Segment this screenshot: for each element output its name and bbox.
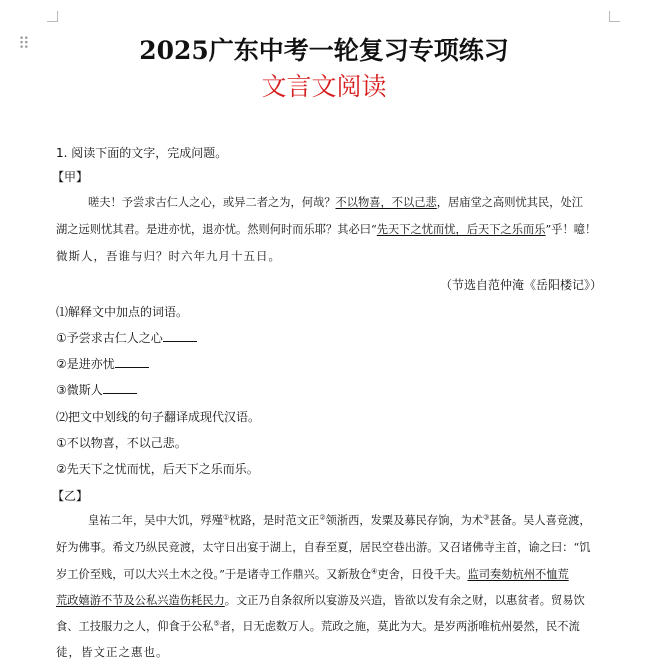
q2-item-2: ②先天下之忧而忧，后天下之乐而乐。 bbox=[56, 462, 259, 476]
page-subtitle: 文言文阅读 bbox=[261, 72, 387, 101]
underlined-sentence-2: 先天下之忧而忧，后天下之乐而乐 bbox=[376, 223, 546, 236]
yi-line-6: 徒，皆文正之惠也。 bbox=[56, 645, 169, 659]
crop-mark-top-left bbox=[47, 11, 58, 22]
yi-line-3: 岁工价至贱，可以大兴土木之役。”于是诸寺工作鼎兴。又新敖仓④吏舍，日役千夫。监司奏劾杭州不恤荒 bbox=[56, 567, 569, 581]
crop-mark-top-right bbox=[609, 11, 620, 22]
yi-line-4: 荒政嬉游不节及公私兴造伤耗民力。文正乃自条叙所以宴游及兴造，皆欲以发有余之财，以惠贫者。贸易饮 bbox=[56, 594, 585, 607]
q1-item-2: ②是进亦忧 bbox=[56, 355, 149, 372]
yi-line-1: 皇祐二年，吴中大饥，殍殣①枕路，是时范文正②领浙西，发粟及募民存饷，为术③甚备。吴人喜竞渡， bbox=[88, 513, 591, 527]
underlined-sentence-4: 荒政嬉游不节及公私兴造伤耗民力 bbox=[56, 594, 225, 607]
yi-line-5: 食、工技服力之人，仰食于公私⑤者，日无虑数万人。荒政之施，莫此为大。是岁两浙唯杭州晏然，民不流 bbox=[56, 619, 580, 633]
jia-line-2: 湖之远则忧其君。是进亦忧，退亦忧。然则何时而乐耶？其必曰“先天下之忧而忧，后天下之乐而乐”乎！噫！ bbox=[56, 223, 597, 236]
jia-source: （节选自范仲淹《岳阳楼记》） bbox=[439, 278, 602, 292]
q2-item-1: ①不以物喜，不以己悲。 bbox=[56, 436, 187, 450]
q1-prompt: ⑴解释文中加点的词语。 bbox=[56, 305, 189, 319]
jia-line-1: 嗟夫！予尝求古仁人之心，或异二者之为，何哉？不以物喜，不以己悲，居庙堂之高则忧其民，处江 bbox=[88, 196, 584, 209]
underlined-sentence-1: 不以物喜，不以己悲 bbox=[335, 196, 437, 209]
page-title: 2025广东中考一轮复习专项练习 bbox=[139, 36, 509, 65]
jia-label: 【甲】 bbox=[52, 170, 89, 184]
drag-handle-icon[interactable]: ⠿ bbox=[18, 34, 29, 53]
q1-item-3: ③微斯人 bbox=[56, 381, 137, 398]
q1-item-1: ①予尝求古仁人之心 bbox=[56, 329, 197, 346]
jia-line-3: 微斯人，吾谁与归？时六年九月十五日。 bbox=[56, 249, 281, 263]
underlined-sentence-3: 监司奏劾杭州不恤荒 bbox=[467, 568, 569, 581]
q2-prompt: ⑵把文中划线的句子翻译成现代汉语。 bbox=[56, 410, 261, 424]
yi-label: 【乙】 bbox=[52, 489, 89, 503]
question-intro: 1. 阅读下面的文字，完成问题。 bbox=[56, 146, 228, 160]
yi-line-2: 好为佛事。希文乃纵民竞渡，太守日出宴于湖上，自春至夏，居民空巷出游。又召诸佛寺主首，谕之曰：“饥 bbox=[56, 541, 591, 554]
